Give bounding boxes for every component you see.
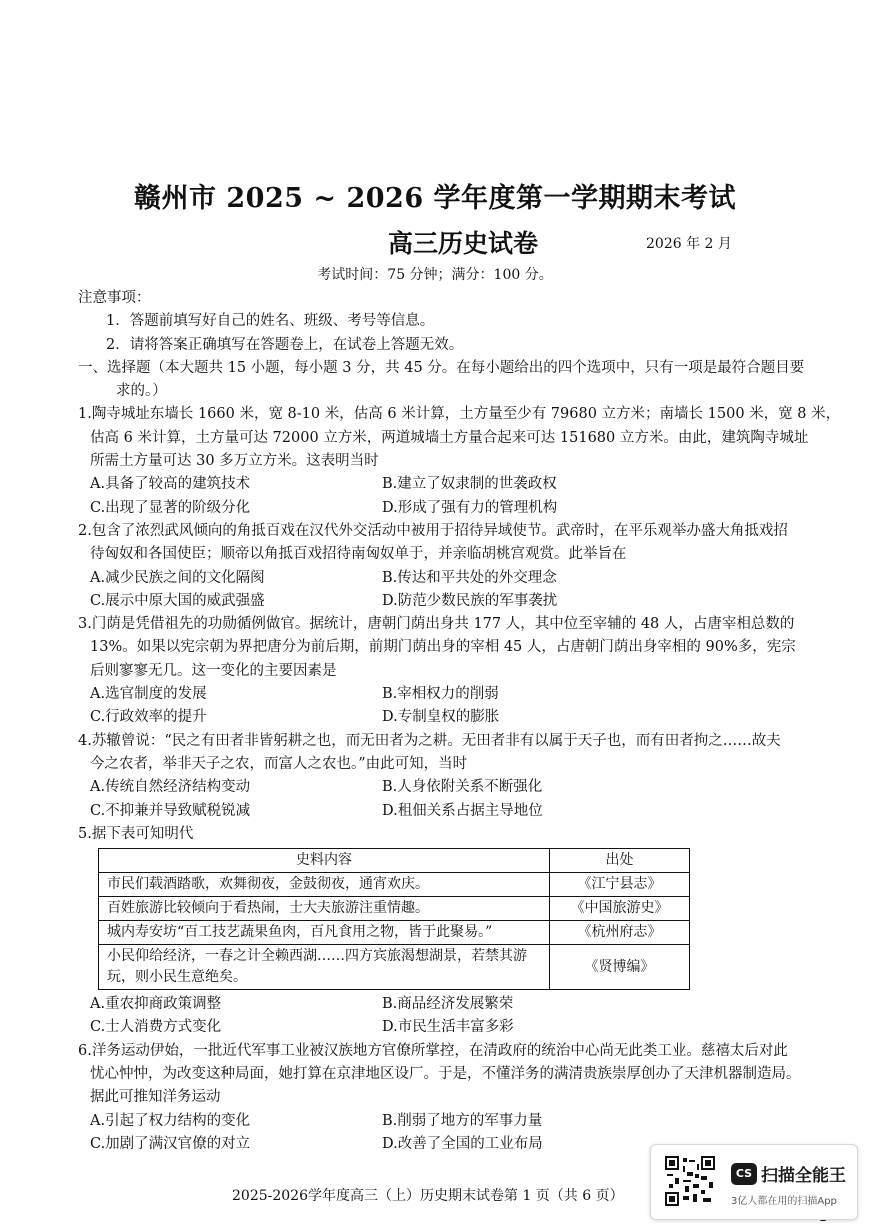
page-footer: 2025-2026学年度高三（上）历史期末试卷第 1 页（共 6 页） xyxy=(232,1188,624,1204)
note-item: 2．请将答案正确填写在答题卷上，在试卷上答题无效。 xyxy=(106,336,464,353)
option-d: D.租佃关系占据主导地位 xyxy=(382,802,543,819)
camscanner-name: 扫描全能王 xyxy=(761,1166,846,1186)
option-a: A.减少民族之间的文化隔阂 xyxy=(90,569,265,586)
exam-date: 2026 年 2 月 xyxy=(646,236,732,252)
note-item: 1．答题前填写好自己的姓名、班级、考号等信息。 xyxy=(106,313,435,330)
question-4 xyxy=(78,730,834,823)
question-text: 5.据下表可知明代 xyxy=(78,825,194,842)
option-d: D.形成了强有力的管理机构 xyxy=(382,499,558,516)
qr-code-icon xyxy=(665,1156,715,1206)
option-d: D.专制皇权的膨胀 xyxy=(382,709,500,726)
table-cell-content: 城内寿安坊“百工技艺蔬果鱼肉，百凡食用之物，皆于此聚易。” xyxy=(99,921,550,945)
question-text: 今之农者，举非天子之农，而富人之农也。”由此可知，当时 xyxy=(90,755,468,772)
notes-heading: 注意事项： xyxy=(78,290,151,306)
question-1 xyxy=(78,403,841,519)
question-text: 4.苏辙曾说：“民之有田者非皆躬耕之也，而无田者为之耕。无田者非有以属于天子也，而有田者拘之……故夫 xyxy=(78,732,781,749)
option-d: D.市民生活丰富多彩 xyxy=(382,1019,514,1036)
option-a: A.选官制度的发展 xyxy=(90,686,207,703)
option-c: C.不抑兼并导致赋税锐减 xyxy=(90,802,251,819)
question-text: 6.洋务运动伊始，一批近代军事工业被汉族地方官僚所掌控，在清政府的统治中心尚无此类工业。慈禧太后对此 xyxy=(78,1042,788,1059)
question-text: 待匈奴和各国使臣；顺帝以角抵百戏招待南匈奴单于，并亲临胡桃宫观赏。此举旨在 xyxy=(90,546,627,563)
exam-title: 赣州市 2025 ~ 2026 学年度第一学期期末考试 xyxy=(133,183,736,214)
table-cell-content: 小民仰给经济，一春之计全赖西湖……四方宾旅渴想湖景，若禁其游玩，则小民生意绝矣。 xyxy=(99,945,550,990)
table-row xyxy=(99,897,690,921)
camscanner-tagline: 3亿人都在用的扫描App xyxy=(731,1196,837,1207)
question-2 xyxy=(78,520,834,613)
option-d: D.改善了全国的工业布局 xyxy=(382,1135,543,1152)
question-text: 2.包含了浓烈武风倾向的角抵百戏在汉代外交活动中被用于招待异域使节。武帝时，在平乐观举办盛大角抵戏招 xyxy=(78,522,788,539)
exam-subtitle: 高三历史试卷 xyxy=(388,229,539,258)
question-text: 估高 6 米计算，土方量可达 72000 立方米，两道城墙土方量合起来可达 151680 立方米。由此，建筑陶寺城址 xyxy=(90,429,809,446)
option-b: B.传达和平共处的外交理念 xyxy=(382,569,557,586)
option-c: C.士人消费方式变化 xyxy=(90,1019,222,1036)
question-6 xyxy=(78,1040,834,1156)
option-b: B.宰相权力的削弱 xyxy=(382,686,499,703)
question-text: 据此可推知洋务运动 xyxy=(90,1089,221,1106)
table-row xyxy=(99,873,690,897)
option-b: B.人身依附关系不断强化 xyxy=(382,779,543,796)
section-heading-cont: 求的。） xyxy=(116,383,167,400)
option-a: A.引起了权力结构的变化 xyxy=(90,1112,251,1129)
option-a: A.具备了较高的建筑技术 xyxy=(90,476,251,493)
table-cell-source: 《杭州府志》 xyxy=(550,921,690,945)
option-c: C.展示中原大国的威武强盛 xyxy=(90,592,265,609)
question-text: 所需土方量可达 30 多万立方米。这表明当时 xyxy=(90,453,379,470)
section-heading: 一、选择题（本大题共 15 小题，每小题 3 分，共 45 分。在每小题给出的四个选项中，只有一项是最符合题目要 xyxy=(78,359,805,376)
question-text: 13%。如果以宪宗朝为界把唐分为前后期，前期门荫出身的宰相 45 人，占唐朝门荫出身宰相的 90%多，宪宗 xyxy=(90,639,796,656)
question-text: 后则寥寥无几。这一变化的主要因素是 xyxy=(90,662,337,679)
table-row xyxy=(99,921,690,945)
table-cell-source: 《江宁县志》 xyxy=(550,873,690,897)
table-row xyxy=(99,945,690,990)
exam-time-info: 考试时间：75 分钟；满分：100 分。 xyxy=(317,267,553,283)
question-3 xyxy=(78,613,834,729)
question-5 xyxy=(78,823,834,1040)
question-text: 3.门荫是凭借祖先的功勋循例做官。据统计，唐朝门荫出身共 177 人，其中位至宰辅的 48 人，占唐宰相总数的 xyxy=(78,616,795,633)
table-cell-content: 百姓旅游比较倾向于看热闹，士大夫旅游注重情趣。 xyxy=(99,897,550,921)
option-a: A.传统自然经济结构变动 xyxy=(90,779,251,796)
camscanner-watermark xyxy=(650,1144,858,1220)
exam-body xyxy=(78,287,841,1156)
question-text: 忧心忡忡，为改变这种局面，她打算在京津地区设厂。于是，不懂洋务的满清贵族崇厚创办了天津机器制造局。 xyxy=(90,1066,801,1083)
option-d: D.防范少数民族的军事袭扰 xyxy=(382,592,558,609)
option-b: B.削弱了地方的军事力量 xyxy=(382,1112,543,1129)
source-table xyxy=(98,848,690,990)
table-header-row xyxy=(99,849,690,873)
table-header: 史料内容 xyxy=(99,849,550,873)
option-c: C.出现了显著的阶级分化 xyxy=(90,499,251,516)
question-text: 1.陶寺城址东墙长 1660 米，宽 8-10 米，估高 6 米计算，土方量至少有 79680 立方米；南墙长 1500 米，宽 8 米， xyxy=(78,406,841,423)
table-cell-content: 市民们载酒踏歌，欢舞彻夜，金鼓彻夜，通宵欢庆。 xyxy=(99,873,550,897)
camscanner-logo: CS xyxy=(731,1163,757,1185)
table-cell-source: 《贤博编》 xyxy=(550,945,690,990)
option-c: C.加剧了满汉官僚的对立 xyxy=(90,1135,251,1152)
table-header: 出处 xyxy=(550,849,690,873)
option-b: B.商品经济发展繁荣 xyxy=(382,996,514,1013)
option-a: A.重农抑商政策调整 xyxy=(90,996,222,1013)
option-c: C.行政效率的提升 xyxy=(90,709,207,726)
option-b: B.建立了奴隶制的世袭政权 xyxy=(382,476,557,493)
table-cell-source: 《中国旅游史》 xyxy=(550,897,690,921)
